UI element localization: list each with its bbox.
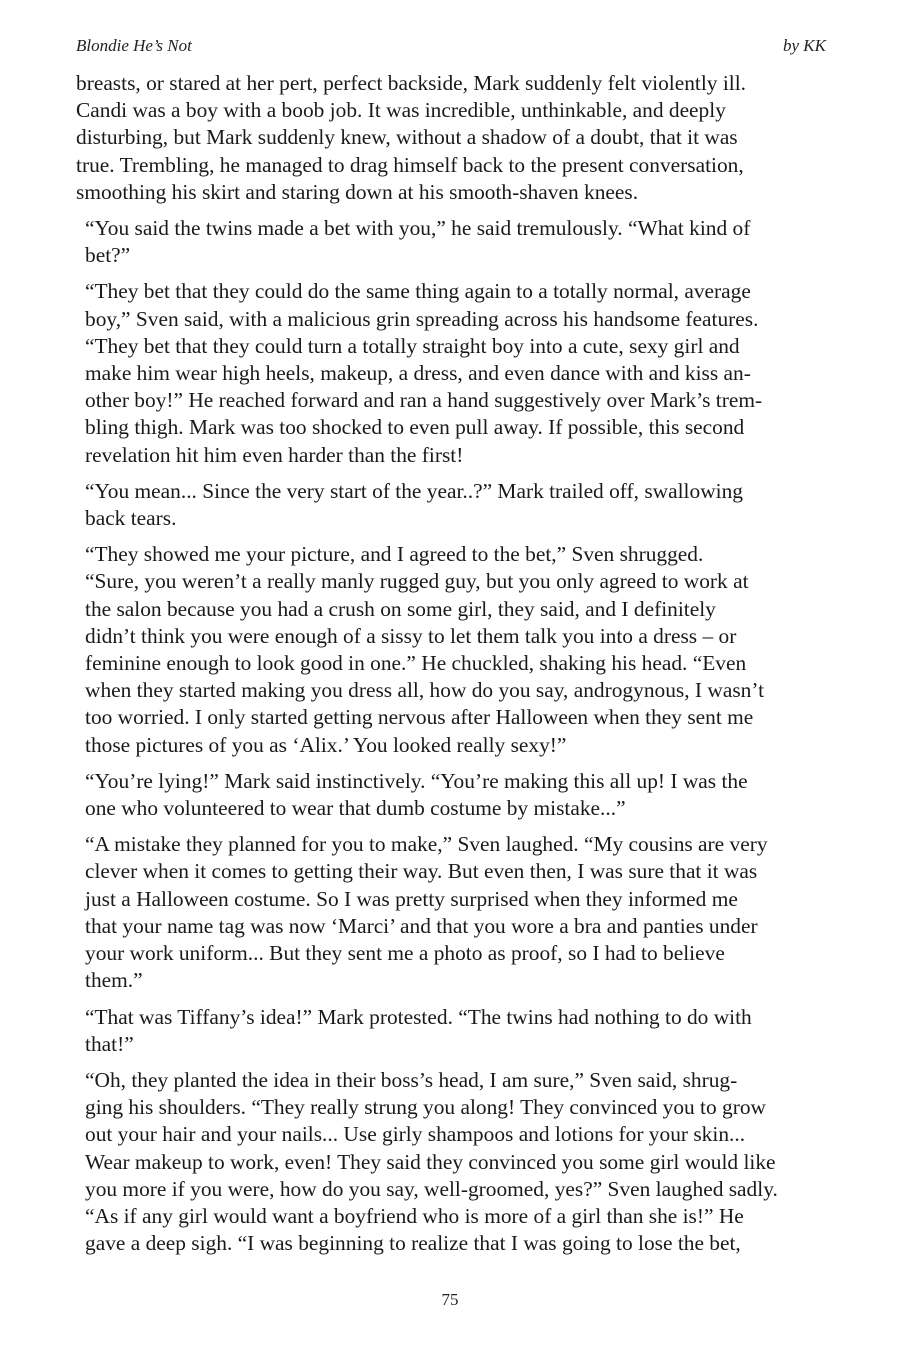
text-line: out your hair and your nails... Use girly shampoos and lotions for your skin... <box>85 1122 746 1147</box>
page-number: 75 <box>441 1290 459 1309</box>
text-line: disturbing, but Mark suddenly knew, without a shadow of a doubt, that it was <box>76 125 738 150</box>
text-line: feminine enough to look good in one.” He chuckled, shaking his head. “Even <box>85 651 747 676</box>
paragraph <box>76 215 826 269</box>
text-line: when they started making you dress all, how do you say, androgynous, I wasn’t <box>85 678 765 703</box>
text-line: revelation hit him even harder than the first! <box>85 442 464 467</box>
text-line: the salon because you had a crush on some girl, they said, and I definitely <box>85 596 716 621</box>
text-line: too worried. I only started getting nervous after Halloween when they sent me <box>85 705 754 730</box>
text-line: clever when it comes to getting their way. But even then, I was sure that it was <box>85 859 758 884</box>
paragraph <box>76 1004 826 1058</box>
paragraph <box>76 768 826 822</box>
text-line: didn’t think you were enough of a sissy to let them talk you into a dress – or <box>85 623 737 648</box>
text-line: “You said the twins made a bet with you,” he said tremulously. “What kind of <box>85 216 751 241</box>
text-line: “As if any girl would want a boyfriend who is more of a girl than she is!” He <box>85 1203 744 1228</box>
paragraph <box>76 1067 826 1257</box>
text-line: gave a deep sigh. “I was beginning to realize that I was going to lose the bet, <box>85 1231 741 1256</box>
text-line: make him wear high heels, makeup, a dress, and even dance with and kiss an- <box>85 361 751 386</box>
author-name: by KK <box>783 36 826 55</box>
body-text <box>76 70 826 1266</box>
text-line: “Oh, they planted the idea in their boss’s head, I am sure,” Sven said, shrug- <box>85 1067 738 1092</box>
text-line: true. Trembling, he managed to drag himself back to the present conversation, <box>76 152 744 177</box>
text-line: that your name tag was now ‘Marci’ and that you wore a bra and panties under <box>85 913 758 938</box>
text-line: Wear makeup to work, even! They said they convinced you some girl would like <box>85 1149 776 1174</box>
text-line: boy,” Sven said, with a malicious grin spreading across his handsome features. <box>85 306 759 331</box>
text-line: Candi was a boy with a boob job. It was incredible, unthinkable, and deeply <box>76 98 726 123</box>
text-line: ging his shoulders. “They really strung you along! They convinced you to grow <box>85 1095 767 1120</box>
paragraph <box>76 278 826 468</box>
text-line: one who volunteered to wear that dumb costume by mistake...” <box>85 796 626 821</box>
text-line: “Sure, you weren’t a really manly rugged guy, but you only agreed to work at <box>85 569 749 594</box>
text-line: “They bet that they could do the same thing again to a totally normal, average <box>85 279 751 304</box>
text-line: back tears. <box>85 506 177 531</box>
text-line: smoothing his skirt and staring down at his smooth-shaven knees. <box>76 179 639 204</box>
paragraph <box>76 831 826 994</box>
paragraph <box>76 478 826 532</box>
text-line: “You’re lying!” Mark said instinctively. “You’re making this all up! I was the <box>85 768 748 793</box>
paragraph <box>76 70 826 206</box>
text-line: “A mistake they planned for you to make,” Sven laughed. “My cousins are very <box>85 832 768 857</box>
text-line: those pictures of you as ‘Alix.’ You looked really sexy!” <box>85 732 567 757</box>
text-line: “That was Tiffany’s idea!” Mark protested. “The twins had nothing to do with <box>85 1004 752 1029</box>
text-line: “They bet that they could turn a totally straight boy into a cute, sexy girl and <box>85 333 740 358</box>
text-line: that!” <box>85 1031 134 1056</box>
paragraph <box>76 541 826 759</box>
text-line: you more if you were, how do you say, well-groomed, yes?” Sven laughed sadly. <box>85 1176 778 1201</box>
text-line: bet?” <box>85 243 131 268</box>
text-line: other boy!” He reached forward and ran a hand suggestively over Mark’s trem- <box>85 388 763 413</box>
text-line: your work uniform... But they sent me a photo as proof, so I had to believe <box>85 941 725 966</box>
running-header <box>76 36 826 58</box>
text-line: breasts, or stared at her pert, perfect backside, Mark suddenly felt violently ill. <box>76 71 747 95</box>
text-line: “They showed me your picture, and I agreed to the bet,” Sven shrugged. <box>85 542 704 567</box>
book-title: Blondie He’s Not <box>76 36 192 55</box>
text-line: them.” <box>85 968 143 993</box>
text-line: “You mean... Since the very start of the year..?” Mark trailed off, swallowing <box>85 478 743 503</box>
text-line: bling thigh. Mark was too shocked to even pull away. If possible, this second <box>85 415 745 440</box>
text-line: just a Halloween costume. So I was pretty surprised when they informed me <box>85 886 738 911</box>
